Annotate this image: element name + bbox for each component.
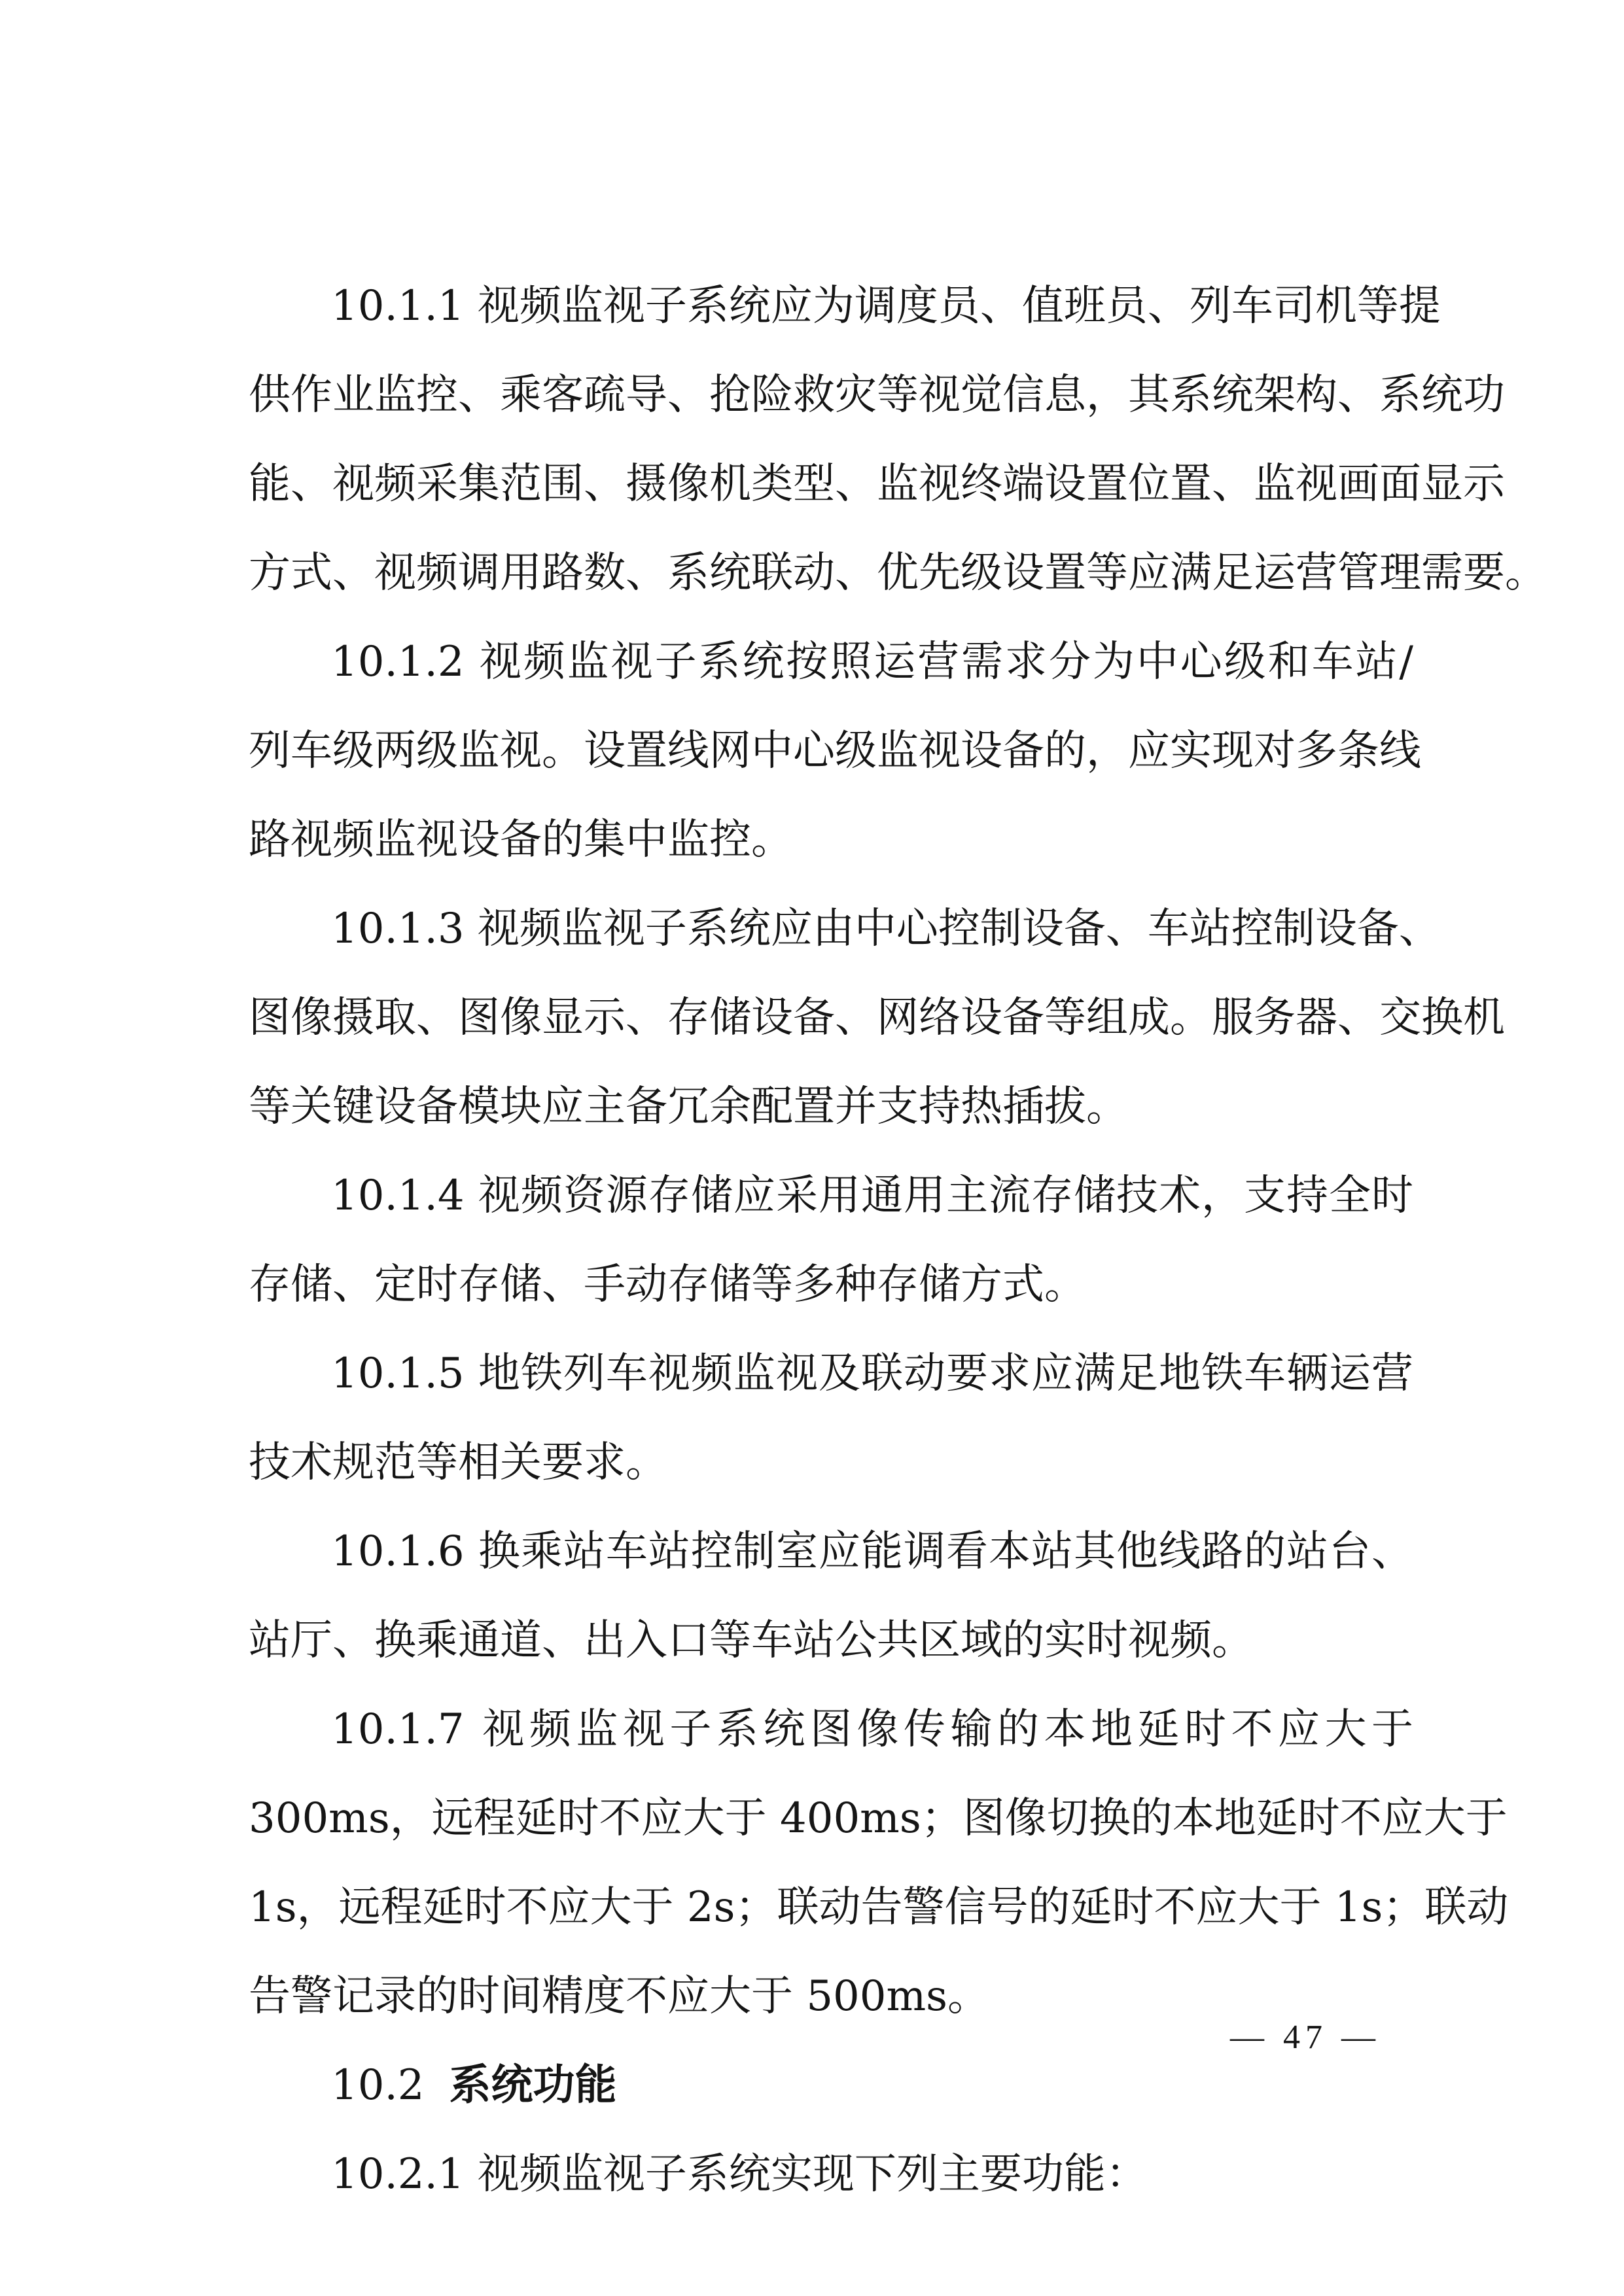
paragraph-10-1-3 <box>249 884 1505 1151</box>
paragraph-10-1-6 <box>249 1507 1413 1685</box>
text-line: 方式、视频调用路数、系统联动、优先级设置等应满足运营管理需要。 <box>249 549 1547 597</box>
text-line: 路视频监视设备的集中监控。 <box>249 816 793 864</box>
document-body <box>249 262 1547 2219</box>
text-line: 10.1.4 视频资源存储应采用通用主流存储技术，支持全时 <box>331 1172 1413 1220</box>
text-line: 10.1.3 视频监视子系统应由中心控制设备、车站控制设备、 <box>331 905 1441 953</box>
paragraph-10-2-1 <box>249 2130 1413 2219</box>
text-line: 列车级两级监视。设置线网中心级监视设备的，应实现对多条线 <box>249 727 1421 775</box>
text-line: 告警记录的时间精度不应大于 500ms。 <box>249 1972 990 2021</box>
text-line: 10.1.7 视频监视子系统图像传输的本地延时不应大于 <box>331 1705 1413 1754</box>
text-line: 300ms，远程延时不应大于 400ms；图像切换的本地延时不应大于 <box>249 1794 1508 1843</box>
text-line: 10.1.5 地铁列车视频监视及联动要求应满足地铁车辆运营 <box>331 1349 1413 1398</box>
paragraph-10-1-7 <box>249 1685 1509 2041</box>
paragraph-10-1-5 <box>249 1329 1413 1507</box>
text-line: 供作业监控、乘客疏导、抢险救灾等视觉信息，其系统架构、系统功 <box>249 371 1505 419</box>
text-line: 图像摄取、图像显示、存储设备、网络设备等组成。服务器、交换机 <box>249 994 1505 1042</box>
paragraph-10-1-1 <box>249 262 1547 617</box>
text-line: 等关键设备模块应主备冗余配置并支持热插拔。 <box>249 1083 1128 1131</box>
text-line: 存储、定时存储、手动存储等多种存储方式。 <box>249 1261 1086 1309</box>
text-line: 10.2.1 视频监视子系统实现下列主要功能： <box>331 2150 1148 2199</box>
text-line: 10.1.2 视频监视子系统按照运营需求分为中心级和车站/ <box>331 638 1413 686</box>
text-line: 1s，远程延时不应大于 2s；联动告警信号的延时不应大于 1s；联动 <box>249 1883 1509 1932</box>
paragraph-10-1-2 <box>249 617 1421 884</box>
text-line: 技术规范等相关要求。 <box>249 1438 667 1487</box>
text-line: 10.1.6 换乘站车站控制室应能调看本站其他线路的站台、 <box>331 1527 1413 1576</box>
section-title: 系统功能 <box>449 2061 617 2110</box>
text-line: 能、视频采集范围、摄像机类型、监视终端设置位置、监视画面显示 <box>249 460 1505 508</box>
page-number: — 47 — <box>1230 2019 1381 2056</box>
text-line: 10.1.1 视频监视子系统应为调度员、值班员、列车司机等提 <box>331 282 1441 330</box>
text-line: 站厅、换乘通道、出入口等车站公共区域的实时视频。 <box>249 1616 1254 1665</box>
paragraph-10-1-4 <box>249 1151 1413 1329</box>
section-number: 10.2 <box>331 2061 425 2110</box>
